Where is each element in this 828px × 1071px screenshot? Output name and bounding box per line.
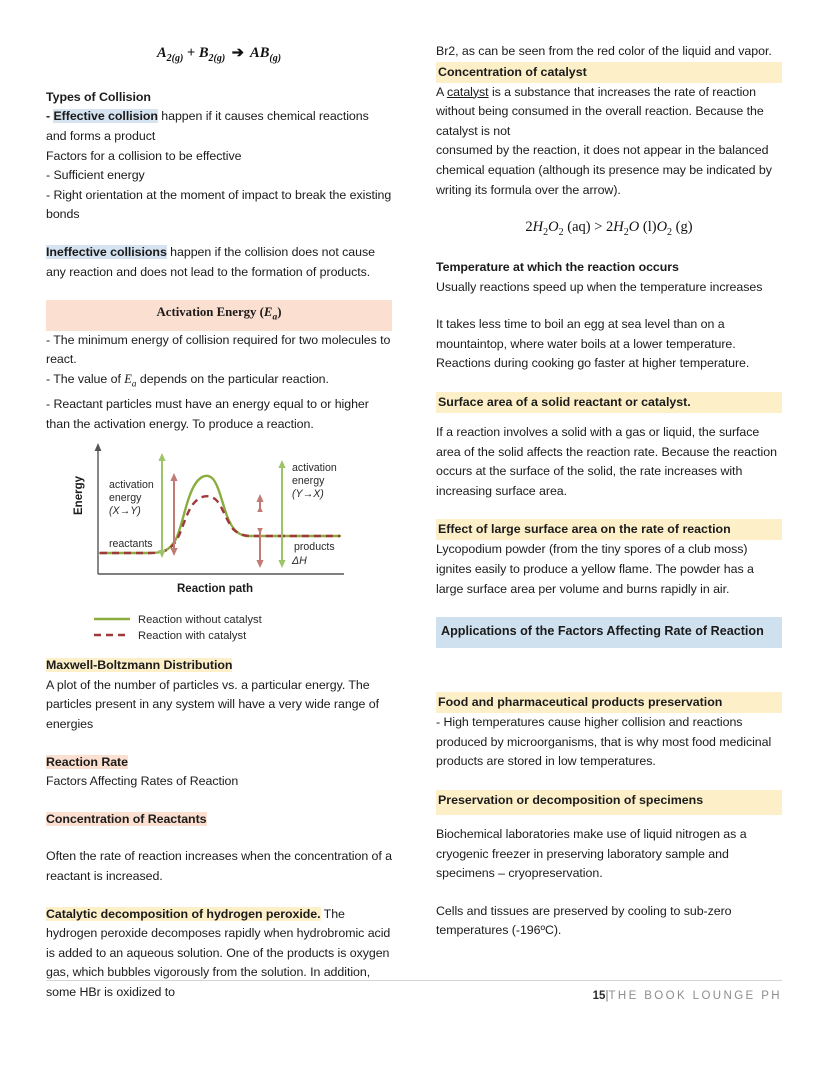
activation-energy-symbol: E	[263, 305, 273, 320]
legend-label-without-catalyst: Reaction without catalyst	[138, 614, 262, 627]
factor-sufficient-energy: - Sufficient energy	[46, 168, 145, 183]
effective-collision-term: Effective collision	[53, 109, 158, 124]
energy-diagram-svg	[46, 440, 376, 610]
two-column-body	[46, 42, 782, 1003]
catalyst-body-2: consumed by the reaction, it does not appear in the balanced chemical equation (although its presence may be indicated by writing its formula over the arrow).	[436, 143, 772, 197]
left-red-arrow-head-bottom-icon	[170, 548, 177, 556]
footer-separator: |	[605, 990, 609, 1002]
spacer	[46, 646, 392, 656]
activation-energy-heading-text: Activation Energy (	[156, 305, 264, 320]
spacer	[46, 225, 392, 243]
specimen-preservation-body-1: Biochemical laboratories make use of liquid nitrogen as a cryogenic freezer in preserving laboratory sample and specimens – cryopreservation.	[436, 826, 747, 881]
ae-bullet-2-subscript: a	[131, 379, 137, 390]
large-surface-area-body: Lycopodium powder (from the tiny spores of a club moss) ignites easily to produce a yellow flame. The powder has a large surface area per volume and burns rapidly in air.	[436, 542, 754, 596]
spacer	[436, 501, 782, 519]
oxygen-gas-state: (g)	[672, 219, 693, 236]
types-of-collision-heading: Types of Collision	[46, 89, 151, 104]
surface-area-heading: Surface area of a solid reactant or catalyst.	[436, 392, 782, 413]
right-red-arrow-head-top-icon	[256, 494, 263, 502]
specimen-preservation-heading: Preservation or decomposition of specimens	[436, 790, 782, 815]
ae-bullet-2-symbol: E	[124, 371, 132, 386]
activation-energy-bullet-2	[46, 370, 392, 395]
spacer	[46, 282, 392, 300]
ineffective-collision-paragraph	[46, 243, 392, 282]
surface-area-body: If a reaction involves a solid with a gas or liquid, the surface area of the solid affects the reaction rate. Because the reaction occurs at the surface of the solid, the rate increases with increasing surface area.	[436, 425, 777, 498]
catalyst-definition-paragraph	[436, 83, 782, 142]
activation-energy-heading-close: )	[277, 305, 282, 320]
ineffective-collision-rest: happen if the collision does not cause any reaction and does not lead to the formation of products.	[46, 245, 375, 279]
peroxide-h-sub: 2	[543, 227, 549, 239]
ae-bullet-2-post: depends on the particular reaction.	[136, 371, 329, 386]
maxwell-heading-row	[46, 656, 392, 676]
annotation-delta-h: ΔH	[292, 555, 307, 568]
oxygen-sub: 2	[667, 227, 673, 239]
spacer	[436, 374, 782, 392]
annotation-activation-energy-xy-line1: activation	[109, 479, 154, 492]
left-green-arrow-head-bottom-icon	[158, 550, 165, 558]
spacer	[46, 735, 392, 753]
temperature-body-1: Usually reactions speed up when the temperature increases	[436, 279, 763, 294]
y-axis-arrow-icon	[95, 443, 102, 451]
spacer	[436, 772, 782, 790]
spacer	[46, 887, 392, 905]
equation-reactant-a-subscript: 2(g)	[166, 52, 184, 64]
page-number: 15	[592, 990, 606, 1002]
equation-product: AB	[250, 45, 270, 61]
right-column	[436, 42, 782, 1003]
water-liquid-state: (l)	[639, 219, 657, 236]
right-green-arrow-head-top-icon	[278, 460, 285, 468]
maxwell-body: A plot of the number of particles vs. a particular energy. The particles present in any system will have a very wide range of energies	[46, 677, 379, 731]
energy-diagram-legend	[46, 610, 376, 646]
ineffective-collision-term: Ineffective collisions	[46, 245, 167, 260]
peroxide-decomposition-equation	[436, 216, 782, 244]
annotation-products: products	[294, 541, 335, 554]
temperature-body-2: It takes less time to boil an egg at sea level than on a mountaintop, where water boils at a lower temperature. Reactions during cooking go faster at higher temperature.	[436, 317, 750, 371]
annotation-activation-energy-yx-line2: energy	[292, 475, 325, 488]
annotation-activation-energy-xy-line2: energy	[109, 492, 142, 505]
food-preservation-body: - High temperatures cause higher collision and reactions produced by microorganisms, that is why most food medicinal products are stored in low temperatures.	[436, 715, 772, 769]
peroxide-aq-arrow: (aq) >	[563, 219, 607, 236]
spacer	[436, 648, 782, 674]
equation-product-subscript: (g)	[269, 52, 282, 64]
annotation-activation-energy-xy-line3: (X→Y)	[109, 505, 141, 518]
reaction-rate-heading-row	[46, 753, 392, 773]
factors-line: Factors for a collision to be effective	[46, 148, 242, 163]
peroxide-h: H	[532, 219, 544, 236]
effective-collision-paragraph	[46, 107, 392, 146]
annotation-reactants: reactants	[109, 538, 153, 551]
peroxide-coefficient-1: 2	[525, 219, 533, 236]
temperature-heading: Temperature at which the reaction occurs	[436, 260, 679, 275]
concentration-reactants-heading-row	[46, 810, 392, 830]
activation-energy-subscript: a	[272, 312, 278, 323]
spacer	[436, 815, 782, 825]
effective-collision-dash: -	[46, 109, 54, 124]
spacer	[436, 884, 782, 902]
water-o: O	[628, 219, 640, 236]
footer-content	[46, 981, 782, 1002]
catalytic-decomposition-term: Catalytic decomposition of hydrogen peroxide.	[46, 906, 321, 921]
x-axis-label: Reaction path	[177, 583, 254, 596]
concentration-reactants-body: Often the rate of reaction increases when the concentration of a reactant is increased.	[46, 849, 393, 883]
equation-reactant-a: A	[156, 45, 167, 61]
equation-reactant-b: B	[198, 45, 209, 61]
right-green-arrow-head-bottom-icon	[278, 560, 285, 568]
maxwell-boltzmann-heading: Maxwell-Boltzmann Distribution	[46, 658, 233, 673]
food-preservation-heading: Food and pharmaceutical products preservation	[436, 692, 782, 713]
reaction-rate-heading: Reaction Rate	[46, 754, 128, 769]
y-axis-label: Energy	[73, 476, 85, 516]
applications-heading: Applications of the Factors Affecting Rate of Reaction	[436, 617, 782, 648]
activation-energy-heading	[46, 300, 392, 331]
peroxide-o: O	[548, 219, 559, 236]
specimen-preservation-body-2: Cells and tissues are preserved by cooling to sub-zero temperatures (-196ºC).	[436, 903, 732, 938]
annotation-activation-energy-yx-line1: activation	[292, 462, 337, 475]
collision-equation	[46, 42, 392, 70]
spacer	[436, 599, 782, 617]
footer-brand: THE BOOK LOUNGE PH	[608, 990, 782, 1002]
spacer	[436, 200, 782, 210]
annotation-activation-energy-yx-line3: (Y→X)	[292, 488, 324, 501]
large-surface-area-heading: Effect of large surface area on the rate of reaction	[436, 519, 782, 540]
concentration-of-catalyst-heading: Concentration of catalyst	[436, 62, 782, 83]
catalyst-link[interactable]: catalyst	[446, 84, 489, 99]
legend-label-with-catalyst: Reaction with catalyst	[138, 630, 247, 643]
br2-continuation: Br2, as can be seen from the red color of the liquid and vapor.	[436, 44, 772, 58]
activation-energy-bullet-1: - The minimum energy of collision required for two molecules to react.	[46, 332, 391, 367]
spacer	[436, 297, 782, 315]
oxygen-symbol: O	[656, 219, 668, 236]
right-red-arrow-head-bottom-icon	[256, 560, 263, 568]
catalytic-decomposition-rest: The hydrogen peroxide decomposes rapidly when hydrobromic acid is added to an aqueous solution. One of the products is oxygen gas, which bubbles vigorously from the solution. In addition, some HBr is oxidized to	[46, 906, 391, 999]
right-red-arrow-inner-head-top-icon	[257, 506, 263, 512]
left-column	[46, 42, 392, 1003]
reaction-rate-body: Factors Affecting Rates of Reaction	[46, 774, 239, 789]
equation-plus: +	[186, 45, 196, 61]
left-green-arrow-head-top-icon	[158, 453, 165, 461]
concentration-of-reactants-heading: Concentration of Reactants	[46, 811, 207, 826]
water-h: H	[613, 219, 624, 236]
spacer	[46, 829, 392, 847]
left-red-arrow-head-top-icon	[170, 473, 177, 481]
peroxide-coefficient-2: 2	[606, 219, 614, 236]
water-h-sub: 2	[623, 227, 629, 239]
effective-collision-rest: happen if it causes chemical reactions and forms a product	[46, 109, 369, 144]
spacer	[436, 413, 782, 423]
ae-bullet-2-pre: - The value of	[46, 371, 125, 386]
catalyst-pre: A	[436, 84, 447, 99]
spacer	[46, 792, 392, 810]
page-footer	[46, 980, 782, 1002]
spacer	[436, 674, 782, 692]
right-red-arrow-inner-head-bottom-icon	[257, 528, 263, 534]
activation-energy-bullet-3: - Reactant particles must have an energy equal to or higher than the activation energy. To produce a reaction.	[46, 397, 369, 431]
equation-reactant-b-subscript: 2(g)	[208, 52, 226, 64]
peroxide-o-sub: 2	[558, 227, 564, 239]
factor-right-orientation: - Right orientation at the moment of impact to break the existing bonds	[46, 187, 392, 222]
energy-profile-diagram	[46, 440, 376, 646]
catalyst-post: is a substance that increases the rate of reaction without being consumed in the overall reaction. Because the catalyst is not	[436, 84, 764, 138]
equation-arrow-icon: ➔	[231, 45, 244, 61]
